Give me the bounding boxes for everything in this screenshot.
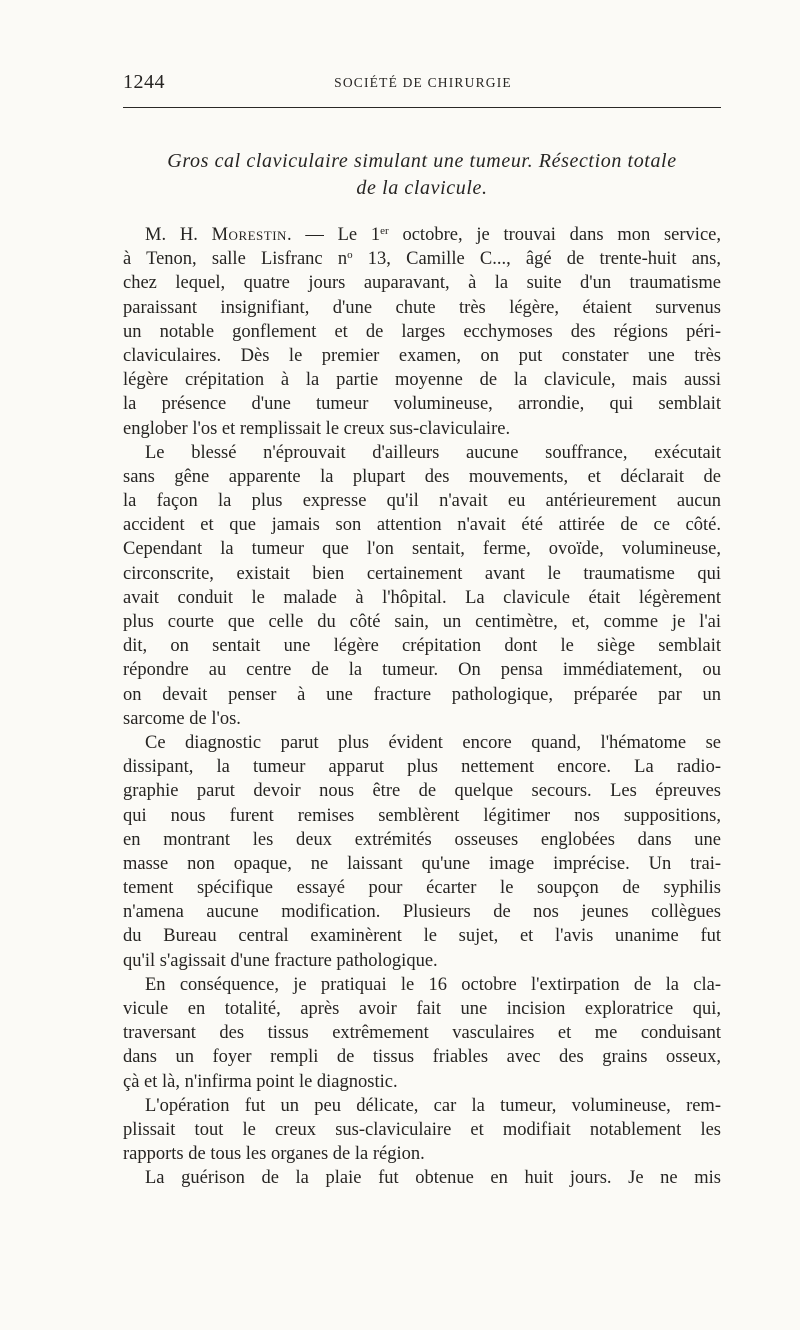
text-line: sans gêne apparente la plupart des mouvements, et déclarait de xyxy=(123,466,721,487)
text-line: du Bureau central examinèrent le sujet, et l'avis unanime fut xyxy=(123,926,721,947)
text-line: qu'il s'agissait d'une fracture pathologique. xyxy=(123,950,438,971)
text-line: on devait penser à une fracture pathologique, préparée par un xyxy=(123,684,721,705)
text-line: claviculaires. Dès le premier examen, on put constater une très xyxy=(123,345,721,366)
text-line: à Tenon, salle Lisfranc $n^o$ 13, Camille C..., âgé de trente-huit ans, xyxy=(123,249,721,270)
text-line: paraissant insignifiant, d'une chute très légère, étaient survenus xyxy=(123,297,721,318)
text-line: L'opération fut un peu délicate, car la tumeur, volumineuse, rem- xyxy=(145,1095,721,1116)
text-line: rapports de tous les organes de la région. xyxy=(123,1144,425,1165)
text-line: plus courte que celle du côté sain, un centimètre, et, comme je l'ai xyxy=(123,612,721,632)
text-line: graphie parut devoir nous être de quelque secours. Les épreuves xyxy=(123,781,721,802)
text-line: traversant des tissus extrêmement vasculaires et me conduisant xyxy=(123,1023,721,1044)
journal-title: SOCIÉTÉ DE CHIRURGIE xyxy=(334,75,512,90)
text-line: accident et que jamais son attention n'avait été attirée de ce côté. xyxy=(123,515,721,536)
article-title-line: Gros cal claviculaire simulant une tumeur. Résection totale xyxy=(167,150,677,172)
text-line: sarcome de l'os. xyxy=(123,708,241,729)
text-line: la façon la plus expresse qu'il n'avait eu antérieurement aucun xyxy=(123,491,721,512)
text-line: Le blessé n'éprouvait d'ailleurs aucune souffrance, exécutait xyxy=(145,442,721,463)
text-line: vicule en totalité, après avoir fait une incision exploratrice qui, xyxy=(123,999,721,1019)
text-line: un notable gonflement et de larges ecchymoses des régions péri- xyxy=(123,321,721,342)
article-title xyxy=(123,148,721,202)
text-line: La guérison de la plaie fut obtenue en huit jours. Je ne mis xyxy=(145,1168,721,1189)
text-line: plissait tout le creux sus-claviculaire et modifiait notablement les xyxy=(123,1119,721,1140)
text-line: en montrant les deux extrémités osseuses englobées dans une xyxy=(123,829,721,850)
article-title-line: de la clavicule. xyxy=(356,177,488,199)
text-line: légère crépitation à la partie moyenne de la clavicule, mais aussi xyxy=(123,370,721,391)
text-line: circonscrite, existait bien certainement avant le traumatisme qui xyxy=(123,563,721,584)
text-line: dans un foyer rempli de tissus friables avec des grains osseux, xyxy=(123,1047,721,1068)
text-line: la présence d'une tumeur volumineuse, arrondie, qui semblait xyxy=(123,394,721,415)
author-name: Morestin xyxy=(211,225,287,245)
text-line: masse non opaque, ne laissant qu'une image imprécise. Un trai- xyxy=(123,853,721,874)
text-line: çà et là, n'infirma point le diagnostic. xyxy=(123,1071,398,1092)
header-rule xyxy=(123,107,721,108)
text-line: avait conduit le malade à l'hôpital. La clavicule était légèrement xyxy=(123,587,721,608)
text-line: M. H. Morestin. — Le 1er octobre, je trouvai dans mon service, xyxy=(145,225,721,245)
text-line: dit, on sentait une légère crépitation dont le siège semblait xyxy=(123,636,721,657)
page-number: 1244 xyxy=(123,71,165,93)
text-line: englober l'os et remplissait le creux sus-claviculaire. xyxy=(123,418,511,439)
author-prefix: M. H. xyxy=(145,225,212,245)
running-head xyxy=(123,71,723,97)
text-line: qui nous furent remises semblèrent légitimer nos suppositions, xyxy=(123,805,721,826)
text-line: n'amena aucune modification. Plusieurs de nos jeunes collègues xyxy=(123,902,721,923)
body-text xyxy=(123,223,721,1191)
text-line: dissipant, la tumeur apparut plus nettement encore. La radio- xyxy=(123,757,721,778)
text-line: Cependant la tumeur que l'on sentait, ferme, ovoïde, volumineuse, xyxy=(123,539,721,560)
text-line: Ce diagnostic parut plus évident encore quand, l'hématome se xyxy=(145,732,721,753)
text-line: répondre au centre de la tumeur. On pensa immédiatement, ou xyxy=(123,660,721,681)
text-line: tement spécifique essayé pour écarter le soupçon de syphilis xyxy=(123,878,721,899)
text-line: chez lequel, quatre jours auparavant, à la suite d'un traumatisme xyxy=(123,273,721,294)
text-line: En conséquence, je pratiquai le 16 octobre l'extirpation de la cla- xyxy=(145,974,721,995)
